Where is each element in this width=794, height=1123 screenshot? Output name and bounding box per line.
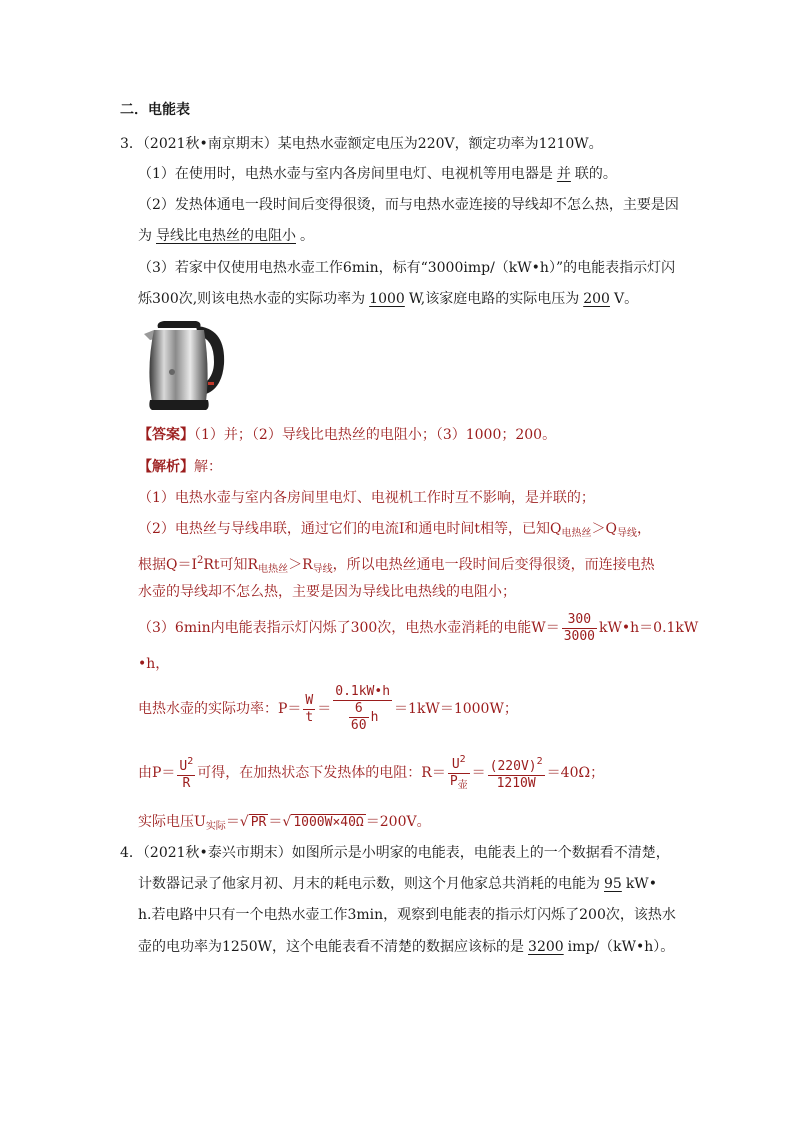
analysis-5-pre: （3）6min内电能表指示灯闪烁了300次，电热水壶消耗的电能W＝ bbox=[138, 620, 560, 636]
fraction-den bbox=[448, 774, 470, 794]
analysis-9 bbox=[138, 812, 431, 837]
q3-part3-pre: 烁300次,则该电热水壶的实际功率为 bbox=[138, 291, 366, 307]
q3-part3-post: V。 bbox=[613, 291, 639, 307]
fraction-num-sup: 2 bbox=[536, 756, 543, 767]
fraction-num bbox=[177, 754, 195, 776]
q3-part1-post: 联的。 bbox=[574, 166, 617, 182]
fraction-num-base: U bbox=[179, 759, 188, 774]
fraction-w-t bbox=[303, 693, 315, 726]
q3-part3-mid: W,该家庭电路的实际电压为 bbox=[408, 291, 580, 307]
q4-line4-pre: 壶的电功率为1250W，这个电能表看不清楚的数据应该标的是 bbox=[138, 939, 525, 955]
analysis-label: 【解析】 bbox=[138, 459, 194, 475]
q4-line3: h.若电路中只有一个电热水壶工作3min，观察到电能表的指示灯闪烁了200次，该热水 bbox=[138, 907, 676, 923]
analysis-9-eq: ＝√ bbox=[225, 814, 249, 830]
analysis-3 bbox=[138, 551, 655, 580]
q4-line2-post: kW• bbox=[625, 876, 657, 892]
analysis-7-post: ＝1kW＝1000W； bbox=[394, 701, 518, 717]
fraction-num: 6 bbox=[349, 701, 369, 718]
fraction-den: 60 bbox=[350, 718, 367, 733]
section-title: 二．电能表 bbox=[120, 102, 190, 118]
fraction-den: 3000 bbox=[563, 628, 596, 644]
q4-line4 bbox=[138, 937, 674, 957]
analysis-8-eq: ＝ bbox=[471, 765, 486, 781]
q3-part1-answer: 并 bbox=[556, 166, 571, 182]
analysis-8-mid: 可得，在加热状态下发热体的电阻：R＝ bbox=[197, 765, 446, 781]
analysis-1: （1）电热水壶与室内各房间里电灯、电视机工作时互不影响，是并联的； bbox=[138, 490, 595, 506]
q4-line4-post: imp/（kW•h）。 bbox=[567, 939, 675, 955]
q3-stem: 3．（2021秋•南京期末）某电热水壶额定电压为220V，额定功率为1210W。 bbox=[120, 136, 603, 152]
analysis-8-pre: 由P＝ bbox=[138, 765, 176, 781]
fraction-den: 1210W bbox=[496, 776, 536, 791]
fraction-num-sup: 2 bbox=[459, 754, 466, 765]
fraction-num: W bbox=[305, 692, 314, 708]
answer-line bbox=[138, 425, 556, 445]
answer-label: 【答案】 bbox=[138, 427, 194, 443]
fraction-energy-time bbox=[333, 684, 392, 734]
answer-text: （1）并；（2）导线比电热丝的电阻小；（3）1000；200。 bbox=[194, 427, 557, 443]
q4-answer2: 3200 bbox=[528, 939, 564, 955]
analysis-2-pre: （2）电热丝与导线串联，通过它们的电流I和通电时间t相等，已知Q bbox=[138, 521, 562, 537]
fraction-6-60 bbox=[349, 701, 369, 734]
q3-part1 bbox=[138, 164, 617, 184]
fraction-num-base: U bbox=[451, 757, 460, 772]
analysis-9-pre: 实际电压U bbox=[138, 814, 206, 830]
q3-part3-answer2: 200 bbox=[583, 291, 610, 307]
q4-line1: 4．（2021秋•泰兴市期末）如图所示是小明家的电能表，电能表上的一个数据看不清楚， bbox=[120, 845, 670, 861]
analysis-2-sub2: 导线 bbox=[617, 528, 638, 539]
fraction-num bbox=[488, 754, 545, 776]
analysis-2-mid: ＞Q bbox=[591, 521, 618, 537]
fraction-den-base: P bbox=[449, 774, 458, 789]
analysis-3-mid2: ＞R bbox=[288, 557, 313, 573]
analysis-3-mid: Rt可知R bbox=[203, 557, 259, 573]
fraction-voltage-power bbox=[488, 754, 545, 792]
analysis-4: 水壶的导线却不怎么热，主要是因为导线比电热线的电阻小； bbox=[138, 584, 516, 600]
fraction-den bbox=[333, 701, 392, 734]
analysis-9-eq2: ＝√ bbox=[268, 814, 292, 830]
analysis-8-post: ＝40Ω； bbox=[546, 765, 605, 781]
analysis-3-sub2: 导线 bbox=[312, 564, 333, 575]
analysis-7 bbox=[138, 684, 518, 734]
q4-line2 bbox=[138, 874, 657, 894]
q3-part3-line2 bbox=[138, 289, 638, 309]
fraction-num: 0.1kW•h bbox=[335, 684, 391, 699]
fraction-u2-p bbox=[448, 752, 470, 794]
fraction-den: t bbox=[305, 709, 314, 725]
analysis-8 bbox=[138, 752, 604, 794]
analysis-6: •h， bbox=[138, 656, 170, 672]
q4-line2-pre: 计数器记录了他家月初、月末的耗电示数，则这个月他家总共消耗的电能为 bbox=[138, 876, 600, 892]
kettle-image bbox=[140, 318, 230, 416]
analysis-5 bbox=[138, 608, 698, 648]
q3-part3-answer1: 1000 bbox=[369, 291, 405, 307]
analysis-line bbox=[138, 457, 222, 477]
analysis-3-post: ，所以电热丝通电一段时间后变得很烫，而连接电热 bbox=[332, 557, 655, 573]
fraction-num-sup: 2 bbox=[187, 756, 194, 767]
q3-part1-pre: （1）在使用时，电热水壶与室内各房间里电灯、电视机等用电器是 bbox=[138, 166, 553, 182]
analysis-2 bbox=[138, 519, 651, 544]
analysis-3-sup: 2 bbox=[197, 555, 204, 566]
analysis-3-sub1: 电热丝 bbox=[258, 564, 289, 575]
sqrt-pr: PR bbox=[250, 815, 267, 830]
analysis-3-pre: 根据Q＝I bbox=[138, 557, 198, 573]
q3-part2-line2 bbox=[138, 226, 314, 246]
analysis-start: 解： bbox=[194, 459, 222, 475]
fraction-u2-r bbox=[177, 754, 195, 792]
fraction-num: 300 bbox=[562, 612, 597, 629]
sqrt-values: 1000W×40Ω bbox=[293, 815, 364, 830]
fraction-den-sub: 壶 bbox=[457, 780, 468, 791]
fraction-unit: h bbox=[370, 710, 379, 725]
fraction-300-3000 bbox=[562, 612, 597, 645]
q3-part3-line1: （3）若家中仅使用电热水壶工作6min，标有“3000imp/（kW•h）”的电能表指示灯闪 bbox=[138, 260, 676, 276]
analysis-9-post: ＝200V。 bbox=[365, 814, 431, 830]
q3-part2-answer: 导线比电热丝的电阻小 bbox=[156, 228, 296, 244]
analysis-5-post: kW•h＝0.1kW bbox=[599, 620, 699, 636]
analysis-7-eq: ＝ bbox=[317, 701, 332, 717]
fraction-num bbox=[448, 752, 470, 774]
fraction-num-base: (220V) bbox=[489, 759, 537, 774]
analysis-9-sub: 实际 bbox=[205, 821, 226, 832]
q4-answer1: 95 bbox=[604, 876, 622, 892]
q3-part2-pre: 为 bbox=[138, 228, 152, 244]
q3-part2-line1: （2）发热体通电一段时间后变得很烫，而与电热水壶连接的导线却不怎么热，主要是因 bbox=[138, 197, 679, 213]
analysis-7-pre: 电热水壶的实际功率：P＝ bbox=[138, 701, 302, 717]
analysis-2-post: ， bbox=[637, 521, 652, 537]
fraction-den: R bbox=[182, 776, 191, 791]
q3-part2-post: 。 bbox=[300, 228, 314, 244]
analysis-2-sub1: 电热丝 bbox=[561, 528, 592, 539]
